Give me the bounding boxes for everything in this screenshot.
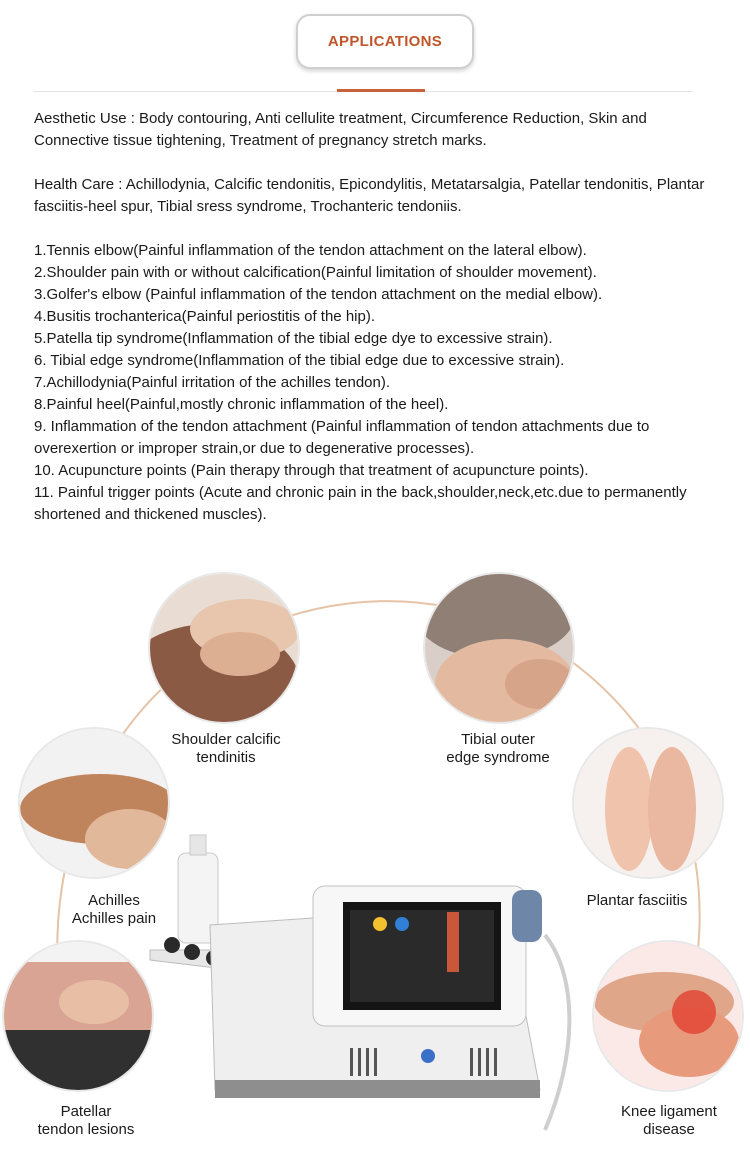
list-item: 3.Golfer's elbow (Painful inflammation of the tendon attachment on the medial elbow). <box>34 286 603 303</box>
list-item: 10. Acupuncture points (Pain therapy through that treatment of acupuncture points). <box>34 462 589 479</box>
list-item: 6. Tibial edge syndrome(Inflammation of the tibial edge due to excessive strain). <box>34 352 565 369</box>
knee-label: Knee ligament disease <box>621 1103 717 1138</box>
list-item: 5.Patella tip syndrome(Inflammation of the tibial edge dye to excessive strain). <box>34 330 553 347</box>
patellar-label: Patellar tendon lesions <box>37 1103 135 1138</box>
tibial-label: Tibial outer edge syndrome <box>446 731 550 766</box>
list-item: 4.Busitis trochanterica(Painful periostitis of the hip). <box>34 308 375 325</box>
list-item: 2.Shoulder pain with or without calcification(Painful limitation of shoulder movement). <box>34 264 597 281</box>
health-care-text: Health Care : Achillodynia, Calcific tendonitis, Epicondylitis, Metatarsalgia, Patellar tendonitis, Plantar fasciitis-heel spur, Tibial sress syndrome, Trochanteric tendoniis. <box>34 176 705 215</box>
list-item: 8.Painful heel(Painful,mostly chronic inflammation of the heel). <box>34 396 449 413</box>
plantar-label: Plantar fasciitis <box>586 892 688 909</box>
shoulder-label: Shoulder calcific tendinitis <box>171 731 281 766</box>
applications-header: APPLICATIONS <box>296 14 474 69</box>
achilles-label: Achilles Achilles pain <box>71 892 157 927</box>
aesthetic-use-text: Aesthetic Use : Body contouring, Anti cellulite treatment, Circumference Reduction, Skin and Connective tissue tightening, Treatment of pregnancy stretch marks. <box>34 110 647 149</box>
list-item: 7.Achillodynia(Painful irritation of the achilles tendon). <box>34 374 391 391</box>
list-item: 9. Inflammation of the tendon attachment (Painful inflammation of tendon attachments due to overexertion or improper strain,or due to degenerative processes). <box>34 418 650 457</box>
list-item: 1.Tennis elbow(Painful inflammation of the tendon attachment on the lateral elbow). <box>34 242 587 259</box>
list-item: 11. Painful trigger points (Acute and chronic pain in the back,shoulder,neck,etc.due to permanently shortened and thickened muscles). <box>34 484 687 523</box>
